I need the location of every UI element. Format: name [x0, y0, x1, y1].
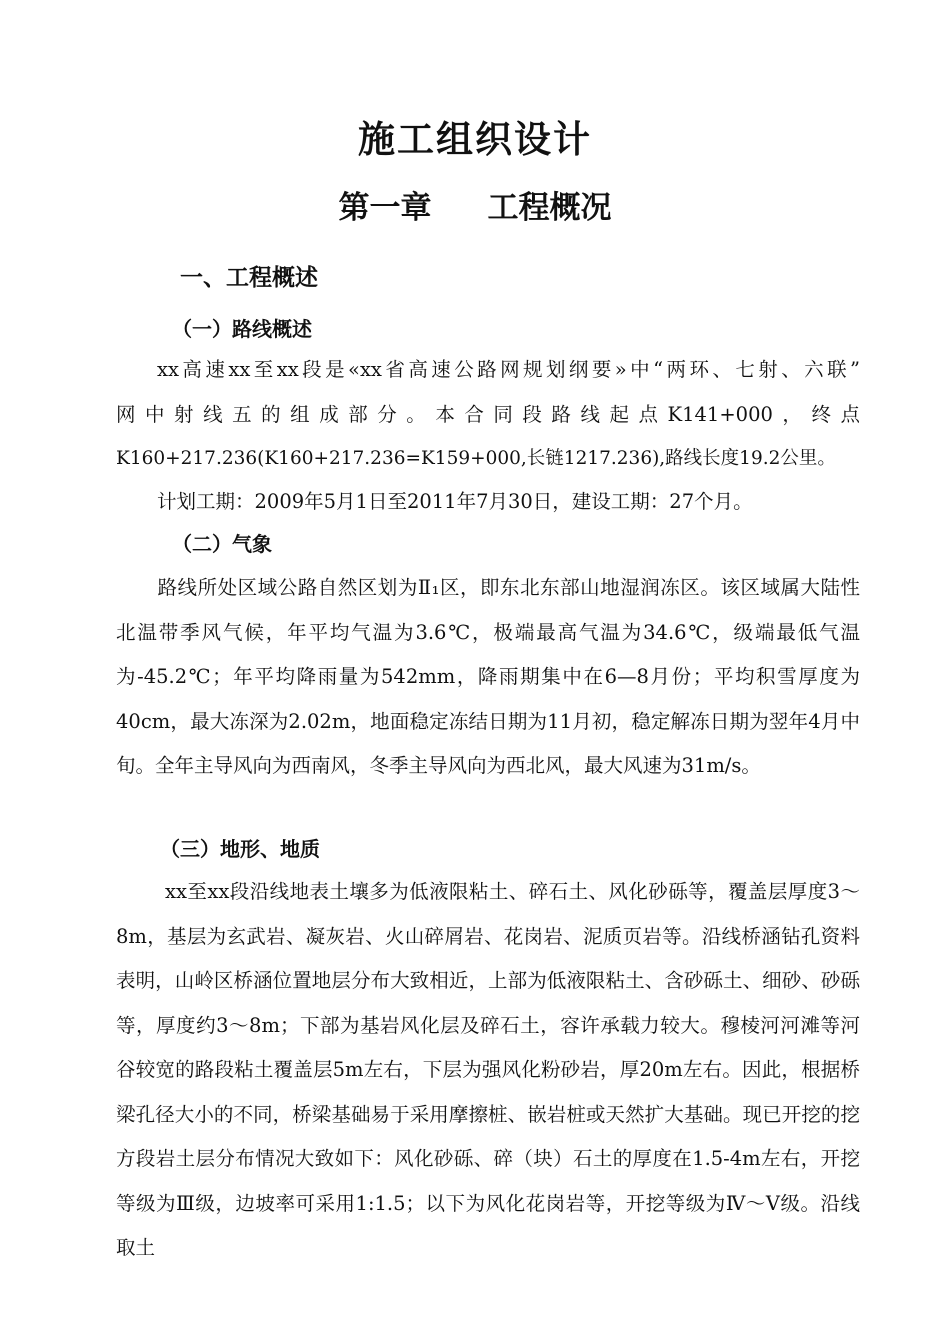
route-line-1: xx高速xx至xx段是«xx省高速公路网规划纲要»中“两环、七射、六联” — [157, 358, 860, 381]
chapter-number: 第一章 — [338, 190, 432, 226]
route-line-3: K160+217.236(K160+217.236=K159+000,长链1217.236),路线长度19.2公里。 — [116, 448, 836, 469]
climate-paragraph — [116, 566, 860, 789]
section-heading-overview: 一、工程概述 — [180, 265, 318, 291]
chapter-name: 工程概况 — [487, 190, 612, 226]
route-line-2: 网中射线五的组成部分。本合同段路线起点K141+000，终点 — [116, 402, 860, 426]
schedule-paragraph — [116, 480, 860, 525]
chapter-title — [0, 182, 950, 234]
climate-text: 路线所处区域公路自然区划为Ⅱ₁区，即东北东部山地湿润冻区。该区域属大陆性北温带季风气候，年平均气温为3.6℃，极端最高气温为34.6℃，级端最低气温为-45.2℃；年平均降雨量为542mm，降雨期集中在6—8月份；平均积雪厚度为40cm，最大冻深为2.02m，地面稳定冻结日期为11月初，稳定解冻日期为翌年4月中旬。全年主导风向为西南风，冬季主导风向为西北风，最大风速为31m/s。 — [116, 576, 860, 777]
subheading-route-overview: （一）路线概述 — [172, 317, 312, 341]
terrain-paragraph — [116, 870, 860, 1271]
route-overview-paragraph — [116, 348, 860, 482]
subheading-climate: （二）气象 — [172, 532, 272, 556]
terrain-text: xx至xx段沿线地表土壤多为低液限粘土、碎石土、风化砂砾等，覆盖层厚度3～8m，基层为玄武岩、凝灰岩、火山碎屑岩、花岗岩、泥质页岩等。沿线桥涵钻孔资料表明，山岭区桥涵位置地层分布大致相近，上部为低液限粘土、含砂砾土、细砂、砂砾等，厚度约3～8m；下部为基岩风化层及碎石土，容许承载力较大。穆棱河河滩等河谷较宽的路段粘土覆盖层5m左右，下层为强风化粉砂岩，厚20m左右。因此，根据桥梁孔径大小的不同，桥梁基础易于采用摩擦桩、嵌岩桩或天然扩大基础。现已开挖的挖方段岩土层分布情况大致如下：风化砂砾、碎（块）石土的厚度在1.5-4m左右，开挖等级为Ⅲ级，边坡率可采用1:1.5；以下为风化花岗岩等，开挖等级为Ⅳ～Ⅴ级。沿线取土 — [116, 880, 860, 1259]
subheading-terrain-geology: （三）地形、地质 — [160, 837, 320, 861]
schedule-text: 计划工期：2009年5月1日至2011年7月30日，建设工期：27个月。 — [157, 490, 753, 513]
document-title: 施工组织设计 — [358, 118, 592, 161]
